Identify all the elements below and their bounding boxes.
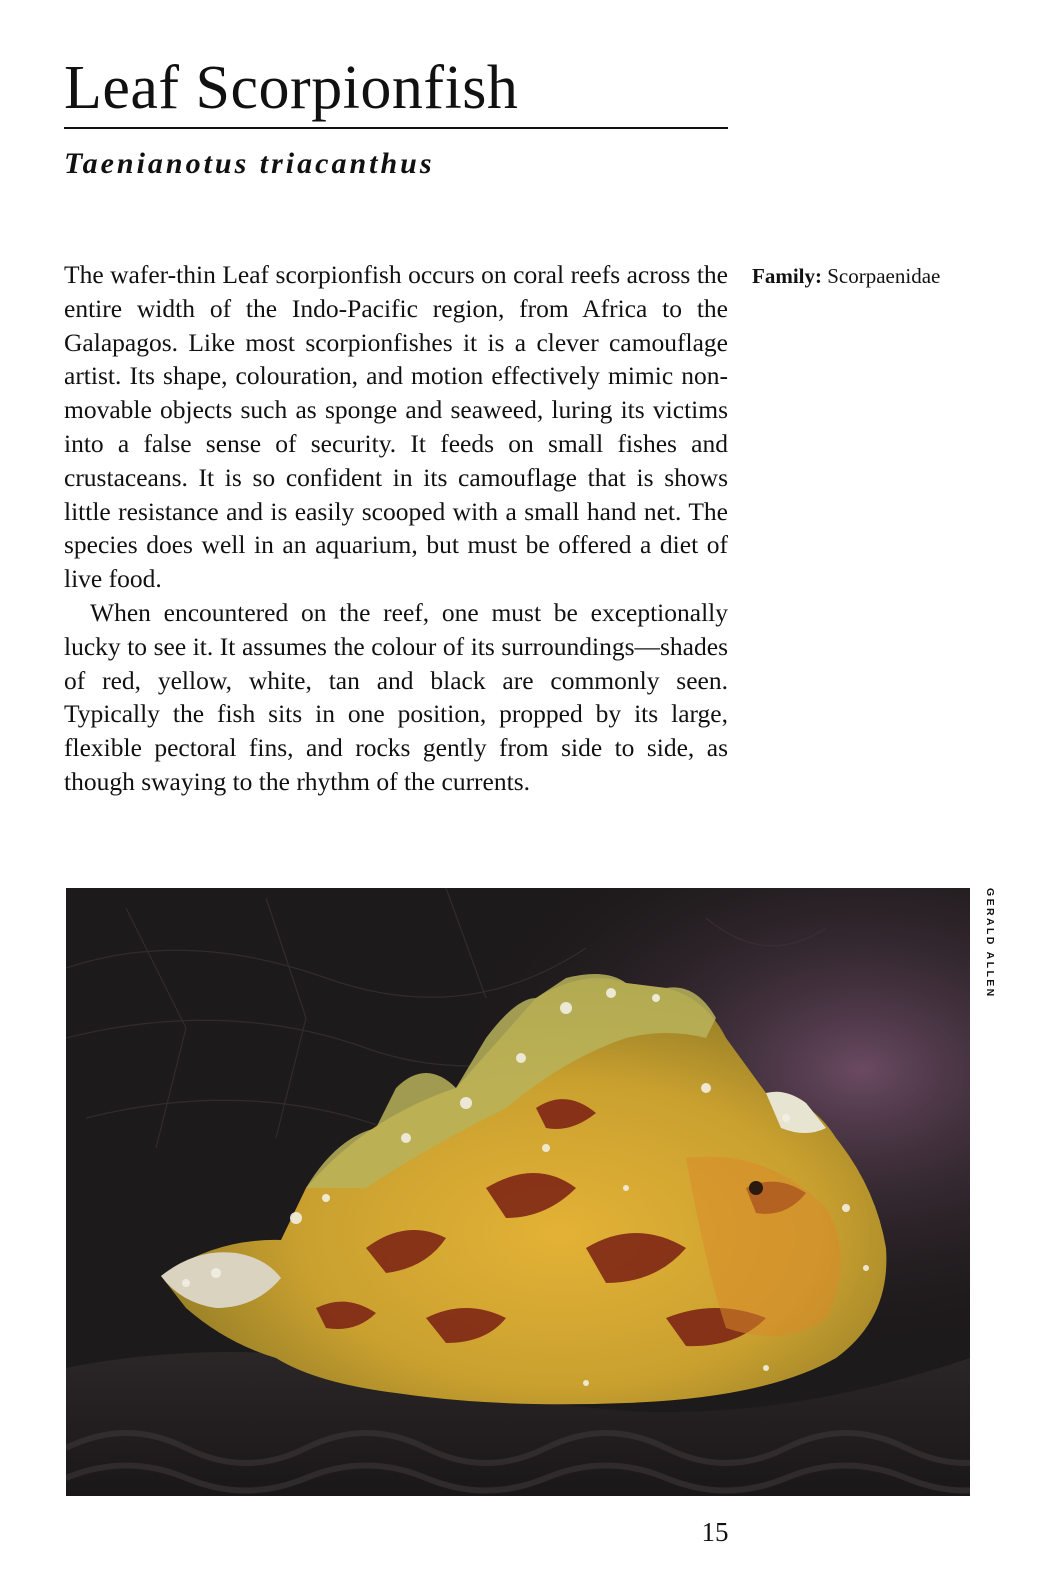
paragraph-2: When encountered on the reef, one must be exceptionally lucky to see it. It assumes the colour of its surroundings—shades of red, yellow, white, tan and black are commonly seen. Typically the fish sits in one position, propped by its large, flexible pectoral fins, and rocks gently from side to side, as though swaying to the rhythm of the currents. [64,597,728,796]
body-text [64,258,728,799]
scientific-name: Taenianotus triacanthus [64,147,435,180]
family-label: Family: [752,264,822,288]
page-title: Leaf Scorpionfish [64,54,519,122]
title-rule [64,127,728,129]
page-number: 15 [701,1517,729,1547]
family-note [752,262,940,290]
fish-photo [66,888,970,1496]
family-value: Scorpaenidae [827,264,941,288]
photo-credit: GERALD ALLEN [984,888,996,999]
paragraph-1: The wafer-thin Leaf scorpionfish occurs on coral reefs across the entire width of the Indo-Pacific region, from Africa to the Galapagos. Like most scorpionfishes it is a clever camouflage artist. Its shape, colouration, and motion effectively mimic non-movable objects such as sponge and seaweed, luring its victims into a false sense of security. It feeds on small fishes and crustaceans. It is so confident in its camouflage that is shows little resistance and is easily scooped with a small hand net. The species does well in an aquarium, but must be offered a diet of live food. [64,260,728,594]
